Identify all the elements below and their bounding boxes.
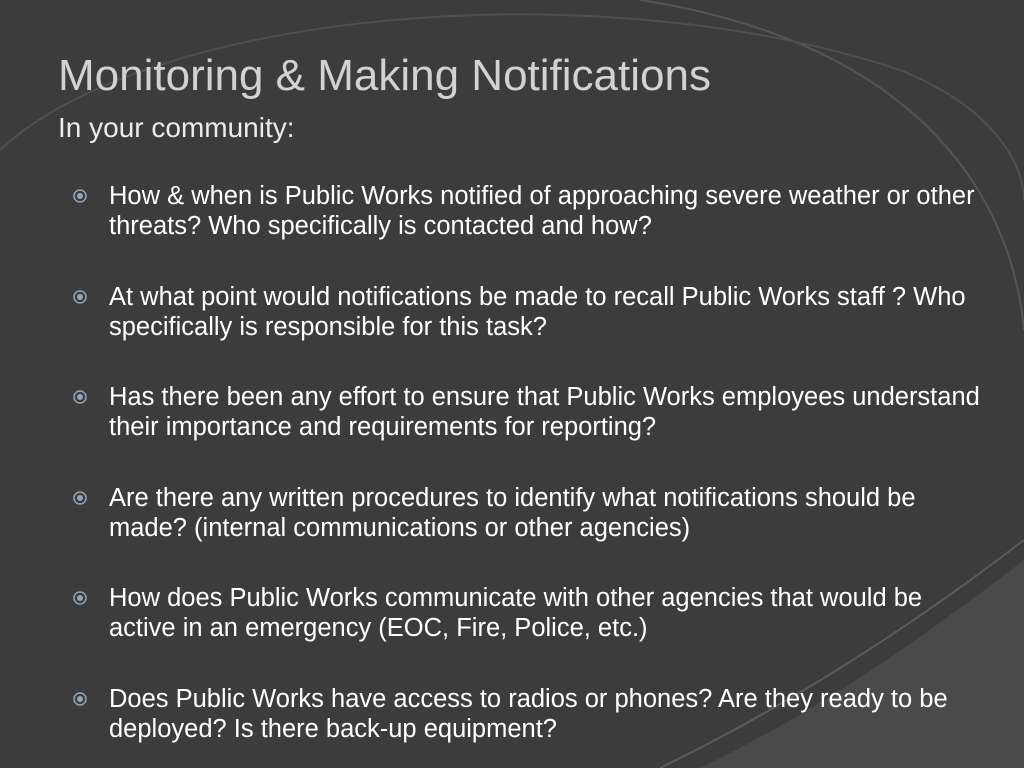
target-circle-icon — [73, 290, 87, 304]
target-circle-icon — [73, 491, 87, 505]
bullet-item-4 — [72, 483, 992, 584]
bullet-item-1 — [72, 181, 992, 282]
bullet-text: Does Public Works have access to radios or phones? Are they ready to be deployed? Is there back-up equipment? — [109, 684, 948, 743]
bullet-text: Has there been any effort to ensure that Public Works employees understand their importance and requirements for reporting? — [109, 383, 980, 441]
bullet-text: Are there any written procedures to identify what notifications should be made? (internal communications or other agencies) — [109, 483, 916, 542]
bullet-text: How & when is Public Works notified of approaching severe weather or other threats? Who specifically is contacted and how? — [109, 182, 975, 240]
slide-title: Monitoring & Making Notifications — [58, 51, 711, 100]
bullet-item-2 — [72, 282, 992, 383]
bullet-text: How does Public Works communicate with other agencies that would be active in an emergency (EOC, Fire, Police, etc.) — [109, 584, 923, 642]
bullet-item-5 — [72, 583, 992, 684]
background-arc-wide — [0, 14, 1024, 200]
bullet-item-6 — [72, 684, 992, 768]
slide-subtitle: In your community: — [58, 112, 295, 143]
bullet-list — [72, 181, 992, 768]
bullet-text: At what point would notifications be made to recall Public Works staff ? Who specifically is responsible for this task? — [109, 282, 966, 341]
target-circle-icon — [73, 390, 87, 404]
target-circle-icon — [73, 591, 87, 605]
target-circle-icon — [73, 692, 87, 706]
bullet-item-3 — [72, 382, 992, 483]
target-circle-icon — [73, 189, 87, 203]
